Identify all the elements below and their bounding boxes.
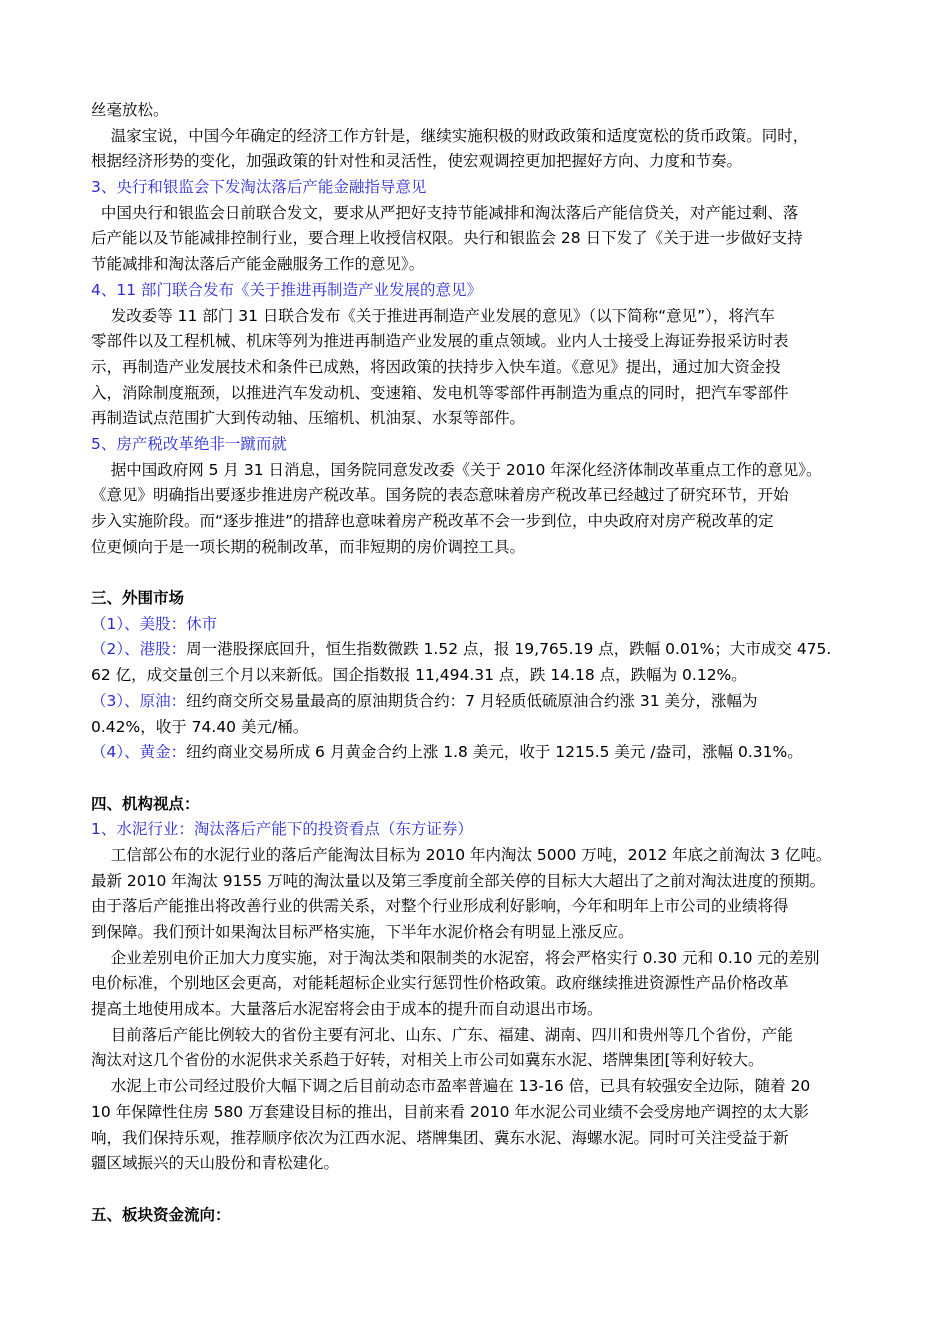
paragraph-line: 响，我们保持乐观，推荐顺序依次为江西水泥、塔牌集团、冀东水泥、海螺水泥。同时可关注受益于新 (91, 1128, 789, 1147)
subsection-heading: 3、央行和银监会下发淘汰落后产能金融指导意见 (91, 178, 427, 197)
market-text-continued: 62 亿，成交量创三个月以来新低。国企指数报 11,494.31 点，跌 14.18 点，跌幅为 0.12%。 (91, 666, 747, 685)
market-label: （4）、黄金： (91, 743, 187, 762)
paragraph-line: 最新 2010 年淘汰 9155 万吨的淘汰量以及第三季度前全部关停的目标大大超出了之前对淘汰进度的预期。 (91, 871, 826, 890)
market-label: （3）、原油： (91, 691, 187, 710)
market-label: （2）、港股： (91, 640, 187, 659)
paragraph-line: 位更倾向于是一项长期的税制改革，而非短期的房价调控工具。 (91, 537, 526, 556)
paragraph-line: 企业差别电价正加大力度实施，对于淘汰类和限制类的水泥窑，将会严格实行 0.30 元和 0.10 元的差别 (91, 948, 820, 967)
paragraph-line: 节能减排和淘汰落后产能金融服务工作的意见》。 (91, 255, 425, 274)
paragraph-line: 由于落后产能推出将改善行业的供需关系，对整个行业形成利好影响，今年和明年上市公司的业绩将得 (91, 897, 789, 916)
paragraph-line: 提高土地使用成本。大量落后水泥窑将会由于成本的提升而自动退出市场。 (91, 1000, 603, 1019)
paragraph-line: 温家宝说，中国今年确定的经济工作方针是，继续实施积极的财政政策和适度宽松的货币政策。同时， (91, 126, 809, 145)
paragraph-line: 10 年保障性住房 580 万套建设目标的推出，目前来看 2010 年水泥公司业绩不会受房地产调控的太大影 (91, 1102, 809, 1121)
market-item (91, 637, 867, 663)
market-text: 周一港股探底回升，恒生指数微跌 1.52 点，报 19,765.19 点，跌幅 0.01%；大市成交 475. (186, 640, 832, 659)
spacer (91, 1177, 867, 1203)
paragraph-line: 发改委等 11 部门 31 日联合发布《关于推进再制造产业发展的意见》（以下简称“意见”），将汽车 (91, 306, 775, 325)
market-item (91, 612, 867, 638)
market-text-continued: 0.42%，收于 74.40 美元/桶。 (91, 717, 309, 736)
paragraph-line: 淘汰对这几个省份的水泥供求关系趋于好转，对相关上市公司如冀东水泥、塔牌集团[等利好较大。 (91, 1051, 764, 1070)
market-text: 纽约商交所交易量最高的原油期货合约：7 月轻质低硫原油合约涨 31 美分，涨幅为 (186, 691, 758, 710)
section-heading: 三、外围市场 (91, 589, 185, 608)
subsection-heading: 5、房产税改革绝非一蹴而就 (91, 434, 287, 453)
market-label: （1）、美股： (91, 614, 187, 633)
market-text: 休市 (186, 614, 218, 633)
market-text: 纽约商业交易所成 6 月黄金合约上涨 1.8 美元，收于 1215.5 美元 /盎司，涨幅 0.31%。 (186, 743, 803, 762)
market-item (91, 740, 867, 766)
paragraph-line: 丝毫放松。 (91, 101, 169, 119)
paragraph-line: 示，再制造产业发展技术和条件已成熟，将因政策的扶持步入快车道。《意见》提出，通过加大资金投 (91, 357, 781, 376)
paragraph-line: 入，消除制度瓶颈，以推进汽车发动机、变速箱、发电机等零部件再制造为重点的同时，把汽车零部件 (91, 383, 789, 402)
paragraph-line: 后产能以及节能减排控制行业，要合理上收授信权限。央行和银监会 28 日下发了《关于进一步做好支持 (91, 229, 803, 248)
market-item (91, 689, 867, 715)
spacer (91, 560, 867, 586)
subsection-heading: 1、水泥行业：淘汰落后产能下的投资看点（东方证券） (91, 820, 473, 839)
spacer (91, 766, 867, 792)
paragraph-line: 步入实施阶段。而“逐步推进”的措辞也意味着房产税改革不会一步到位，中央政府对房产税改革的定 (91, 512, 774, 530)
paragraph-line: 电价标准，个别地区会更高，对能耗超标企业实行惩罚性价格政策。政府继续推进资源性产品价格改革 (91, 974, 789, 993)
paragraph-line: 疆区域振兴的天山股份和青松建化。 (91, 1154, 340, 1173)
document-page (91, 98, 867, 1228)
paragraph-line: 水泥上市公司经过股价大幅下调之后目前动态市盈率普遍在 13-16 倍，已具有较强安全边际，随着 20 (91, 1077, 811, 1096)
paragraph-line: 目前落后产能比例较大的省份主要有河北、山东、广东、福建、湖南、四川和贵州等几个省份，产能 (91, 1025, 793, 1044)
section-heading: 五、板块资金流向： (91, 1205, 231, 1224)
paragraph-line: 中国央行和银监会日前联合发文，要求从严把好支持节能减排和淘汰落后产能信贷关，对产能过剩、落 (91, 203, 799, 222)
paragraph-line: 根据经济形势的变化，加强政策的针对性和灵活性，使宏观调控更加把握好方向、力度和节奏。 (91, 152, 743, 171)
paragraph-line: 零部件以及工程机械、机床等列为推进再制造产业发展的重点领域。业内人士接受上海证券报采访时表 (91, 332, 789, 351)
paragraph-line: 再制造试点范围扩大到传动轴、压缩机、机油泵、水泵等部件。 (91, 409, 526, 428)
paragraph-line: 工信部公布的水泥行业的落后产能淘汰目标为 2010 年内淘汰 5000 万吨，2012 年底之前淘汰 3 亿吨。 (91, 845, 832, 864)
section-heading: 四、机构视点： (91, 794, 200, 813)
paragraph-line: 《意见》明确指出要逐步推进房产税改革。国务院的表态意味着房产税改革已经越过了研究环节，开始 (91, 486, 789, 505)
paragraph-line: 到保障。我们预计如果淘汰目标严格实施，下半年水泥价格会有明显上涨反应。 (91, 923, 634, 941)
paragraph-line: 据中国政府网 5 月 31 日消息，国务院同意发改委《关于 2010 年深化经济体制改革重点工作的意见》。 (91, 460, 822, 479)
subsection-heading: 4、11 部门联合发布《关于推进再制造产业发展的意见》 (91, 280, 483, 299)
